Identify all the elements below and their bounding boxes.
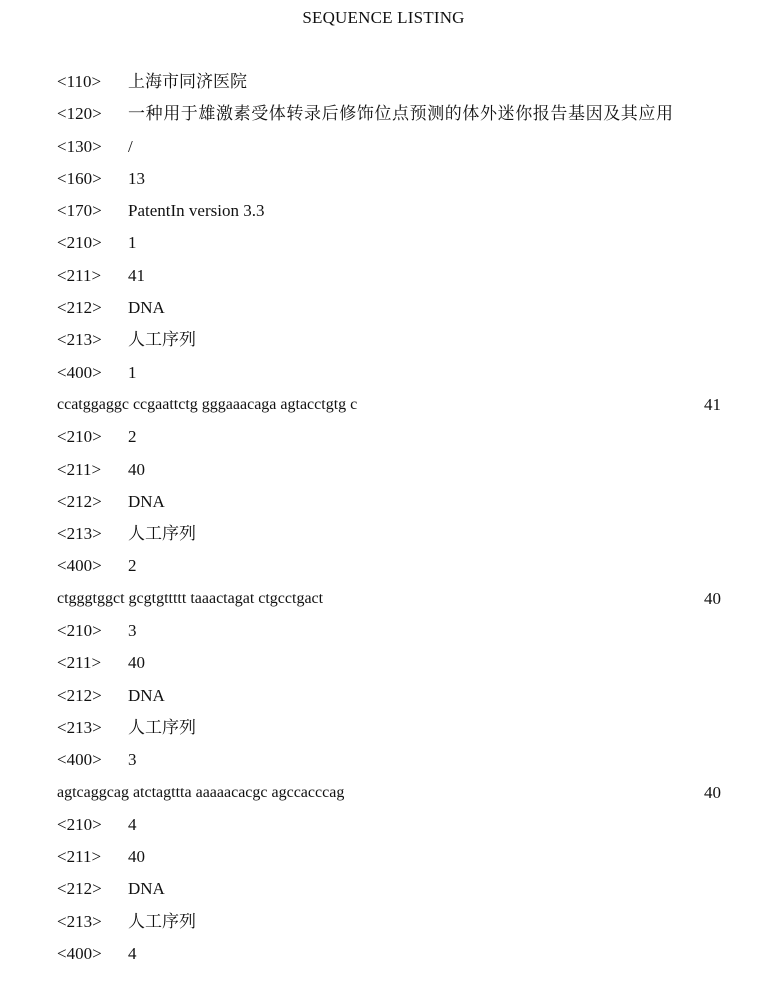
field-tag: <400> bbox=[57, 556, 102, 576]
entry-1-field-212 bbox=[57, 292, 721, 324]
field-value: 41 bbox=[128, 265, 145, 285]
field-tag: <211> bbox=[57, 459, 102, 479]
field-value: 40 bbox=[128, 653, 145, 673]
field-value: DNA bbox=[128, 491, 165, 511]
field-value: 上海市同济医院 bbox=[128, 72, 247, 91]
entry-2-field-210 bbox=[57, 421, 721, 453]
field-value: 3 bbox=[128, 621, 137, 641]
field-120 bbox=[57, 98, 721, 130]
entry-2-sequence bbox=[57, 583, 721, 615]
field-tag: <130> bbox=[57, 136, 102, 156]
field-value: 人工序列 bbox=[128, 524, 196, 544]
field-170 bbox=[57, 195, 721, 227]
field-tag: <212> bbox=[57, 879, 102, 899]
sequence-text: ccatggaggc ccgaattctg gggaaacaga agtacctgtg c bbox=[57, 395, 358, 413]
field-value: 13 bbox=[128, 168, 145, 188]
field-tag: <210> bbox=[57, 427, 102, 447]
field-tag: <160> bbox=[57, 168, 102, 188]
field-value: 1 bbox=[128, 233, 137, 253]
field-tag: <211> bbox=[57, 653, 102, 673]
entry-1-field-400 bbox=[57, 357, 721, 389]
field-tag: <210> bbox=[57, 621, 102, 641]
sequence-listing bbox=[57, 66, 721, 970]
field-value: 2 bbox=[128, 556, 137, 576]
field-tag: <170> bbox=[57, 201, 102, 221]
entry-2-field-211 bbox=[57, 454, 721, 486]
field-value: 3 bbox=[128, 750, 137, 770]
field-tag: <210> bbox=[57, 233, 102, 253]
field-tag: <110> bbox=[57, 72, 102, 91]
entry-1-field-210 bbox=[57, 227, 721, 259]
field-110 bbox=[57, 66, 721, 98]
field-value: 人工序列 bbox=[128, 717, 196, 737]
field-value: 1 bbox=[128, 362, 137, 382]
entry-4-field-212 bbox=[57, 873, 721, 905]
field-tag: <400> bbox=[57, 362, 102, 382]
entry-3-field-212 bbox=[57, 680, 721, 712]
entry-1-field-211 bbox=[57, 260, 721, 292]
field-value: 人工序列 bbox=[128, 330, 196, 350]
field-tag: <212> bbox=[57, 491, 102, 511]
entry-4-field-211 bbox=[57, 841, 721, 873]
field-tag: <213> bbox=[57, 330, 102, 350]
field-value: 2 bbox=[128, 427, 137, 447]
field-value: 一种用于雄激素受体转录后修饰位点预测的体外迷你报告基因及其应用 bbox=[128, 104, 674, 124]
entry-1-field-213 bbox=[57, 324, 721, 356]
entry-4-field-213 bbox=[57, 906, 721, 938]
field-tag: <213> bbox=[57, 524, 102, 544]
page-title: SEQUENCE LISTING bbox=[302, 8, 465, 27]
entry-4-field-210 bbox=[57, 809, 721, 841]
field-tag: <211> bbox=[57, 847, 102, 867]
field-tag: <211> bbox=[57, 265, 102, 285]
entry-2-field-212 bbox=[57, 486, 721, 518]
field-tag: <213> bbox=[57, 911, 102, 931]
field-tag: <400> bbox=[57, 750, 102, 770]
entry-4-field-400 bbox=[57, 938, 721, 970]
entry-2-field-213 bbox=[57, 518, 721, 550]
sequence-length: 40 bbox=[704, 588, 721, 608]
sequence-length: 41 bbox=[704, 394, 721, 414]
field-160 bbox=[57, 163, 721, 195]
sequence-text: ctgggtggct gcgtgttttt taaactagat ctgcctgact bbox=[57, 589, 324, 607]
field-value: 40 bbox=[128, 847, 145, 867]
field-value: / bbox=[128, 136, 133, 156]
field-value: 4 bbox=[128, 944, 137, 964]
field-value: PatentIn version 3.3 bbox=[128, 201, 265, 221]
field-tag: <120> bbox=[57, 104, 102, 124]
entry-3-field-210 bbox=[57, 615, 721, 647]
entry-1-sequence bbox=[57, 389, 721, 421]
entry-3-field-213 bbox=[57, 712, 721, 744]
field-tag: <212> bbox=[57, 685, 102, 705]
field-value: 40 bbox=[128, 459, 145, 479]
sequence-length: 40 bbox=[704, 782, 721, 802]
field-tag: <213> bbox=[57, 717, 102, 737]
field-tag: <210> bbox=[57, 814, 102, 834]
entry-2-field-400 bbox=[57, 550, 721, 582]
field-tag: <212> bbox=[57, 298, 102, 318]
field-value: DNA bbox=[128, 298, 165, 318]
entry-3-field-400 bbox=[57, 744, 721, 776]
sequence-text: agtcaggcag atctagttta aaaaacacgc agccacccag bbox=[57, 783, 345, 801]
field-130 bbox=[57, 131, 721, 163]
field-value: 4 bbox=[128, 814, 137, 834]
field-value: 人工序列 bbox=[128, 911, 196, 931]
field-tag: <400> bbox=[57, 944, 102, 964]
field-value: DNA bbox=[128, 685, 165, 705]
entry-3-field-211 bbox=[57, 647, 721, 679]
field-value: DNA bbox=[128, 879, 165, 899]
entry-3-sequence bbox=[57, 777, 721, 809]
